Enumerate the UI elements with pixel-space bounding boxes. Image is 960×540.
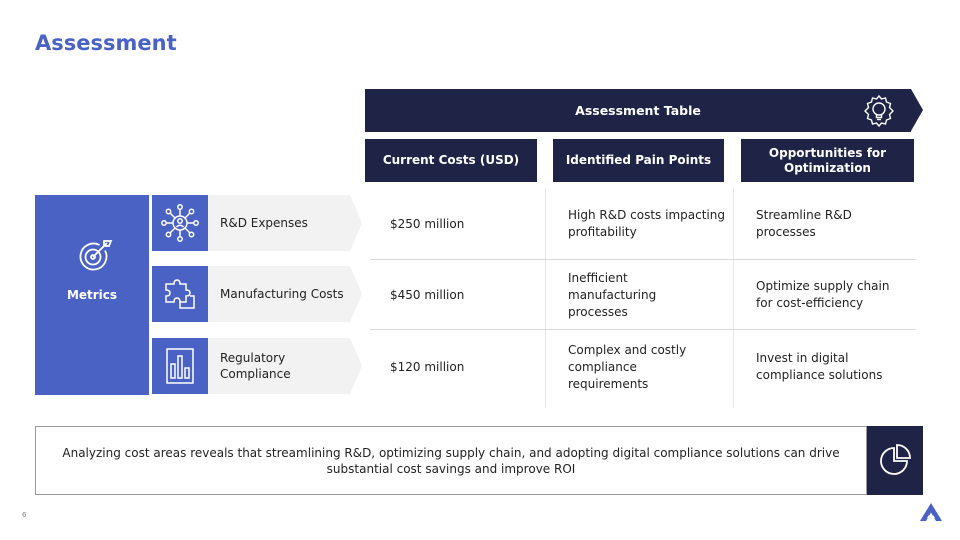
pie-chart-icon xyxy=(878,443,912,477)
summary-icon-box xyxy=(867,426,923,495)
row-icon-box xyxy=(152,195,208,251)
metrics-group xyxy=(35,195,149,395)
cell-opportunity: Streamline R&D processes xyxy=(756,208,852,239)
summary-box xyxy=(35,426,867,495)
row-label-regulatory-compliance: Regulatory Compliance xyxy=(208,338,350,394)
summary-text: Analyzing cost areas reveals that streamlining R&D, optimizing supply chain, and adopting digital compliance solutions can drive substantial cost savings and improve ROI xyxy=(62,445,840,476)
row-icon-box xyxy=(152,266,208,322)
cell-opportunity: Optimize supply chain for cost-efficiency xyxy=(756,279,890,310)
cell-cost: $250 million xyxy=(390,216,465,231)
cell-opportunity: Invest in digital compliance solutions xyxy=(756,351,883,382)
row-arrow-tip xyxy=(350,266,362,322)
banner-arrow-tip xyxy=(911,89,923,131)
metrics-label: Metrics xyxy=(66,288,118,302)
row-arrow-tip xyxy=(350,338,362,394)
cell-pain-point: Inefficient manufacturing processes xyxy=(568,270,657,319)
column-header-pain-points: Identified Pain Points xyxy=(553,139,724,182)
brand-logo-icon xyxy=(918,502,944,522)
network-person-icon xyxy=(160,203,200,243)
target-icon xyxy=(75,235,115,275)
row-icon-box xyxy=(152,338,208,394)
cell-pain-point: Complex and costly compliance requirements xyxy=(568,342,687,391)
row-label-rd-expenses: R&D Expenses xyxy=(208,195,350,251)
cell-pain-point: High R&D costs impacting profitability xyxy=(568,208,725,239)
slide-title: Assessment xyxy=(35,31,177,55)
row-arrow-tip xyxy=(350,195,362,251)
column-header-opportunities: Opportunities for Optimization xyxy=(741,139,914,182)
assessment-table-banner xyxy=(365,89,911,132)
puzzle-icon xyxy=(160,274,200,314)
cell-cost: $450 million xyxy=(390,287,465,302)
lightbulb-gear-icon xyxy=(862,94,896,128)
column-header-current-costs: Current Costs (USD) xyxy=(365,139,537,182)
row-divider xyxy=(370,329,916,330)
bar-chart-icon xyxy=(160,346,200,386)
column-divider xyxy=(733,188,734,408)
cell-cost: $120 million xyxy=(390,359,465,374)
page-number: 6 xyxy=(22,511,27,519)
row-label-manufacturing-costs: Manufacturing Costs xyxy=(208,266,350,322)
banner-title: Assessment Table xyxy=(575,103,701,118)
column-divider xyxy=(545,188,546,408)
row-divider xyxy=(370,259,916,260)
